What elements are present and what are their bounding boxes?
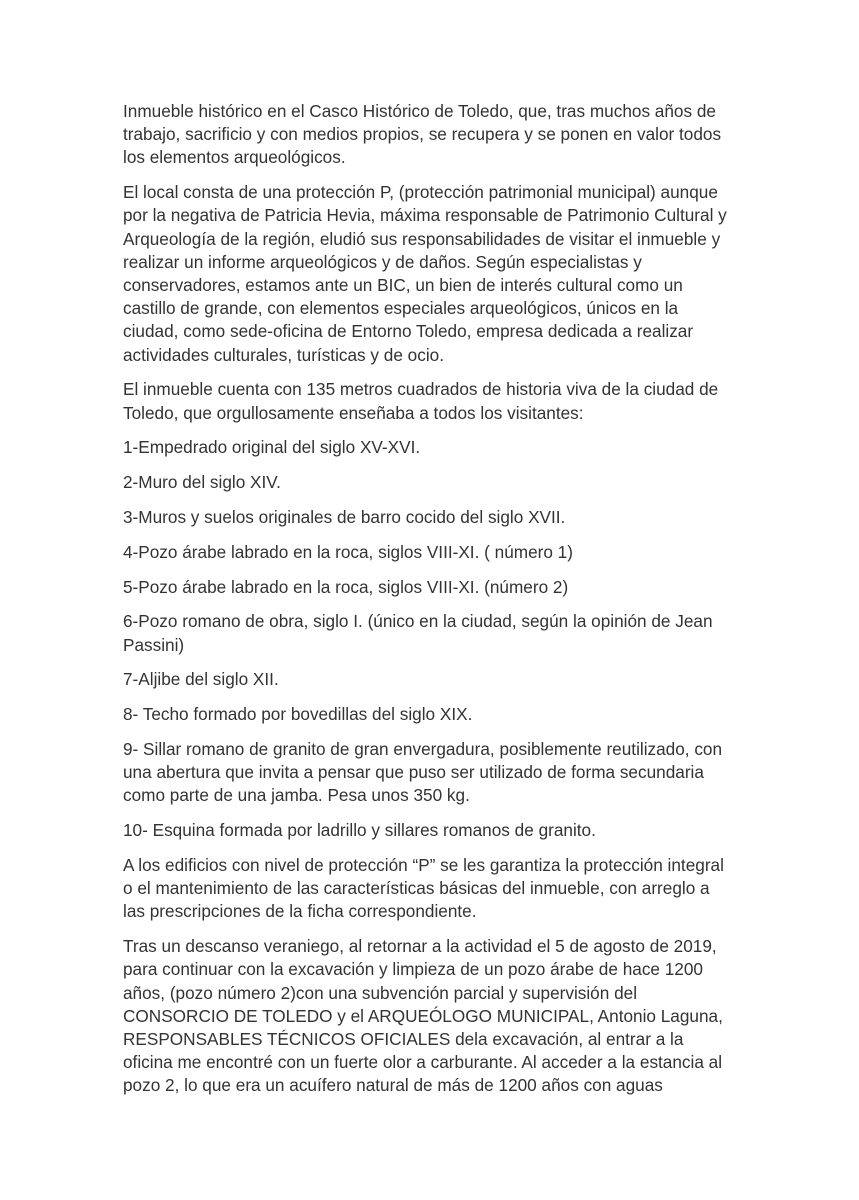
list-item-5: 5-Pozo árabe labrado en la roca, siglos VIII-XI. (número 2) <box>123 576 569 597</box>
paragraph-incident: Tras un descanso veraniego, al retornar a la actividad el 5 de agosto de 2019, para continuar con la excavación y limpieza de un pozo árabe de hace 1200 años, (pozo número 2)con una subvención parcial y supervisión del CONSORCIO DE TOLEDO y el ARQUEÓLOGO MUNICIPAL, Antonio Laguna, RESPONSABLES TÉCNICOS OFICIALES dela excavación, al entrar a la oficina me encontré con un fuerte olor a carburante. Al acceder a la estancia al pozo 2, lo que era un acuífero natural de más de 1200 años con aguas <box>123 936 723 1096</box>
list-item-8: 8- Techo formado por bovedillas del siglo XIX. <box>123 704 473 725</box>
list-item-2: 2-Muro del siglo XIV. <box>123 472 281 493</box>
paragraph-intro: Inmueble histórico en el Casco Histórico de Toledo, que, tras muchos años de trabajo, sacrificio y con medios propios, se recupera y se ponen en valor todos los elementos arqueológicos. <box>123 101 722 168</box>
list-item-6: 6-Pozo romano de obra, siglo I. (único en la ciudad, según la opinión de Jean Passini) <box>123 611 713 655</box>
list-item-4: 4-Pozo árabe labrado en la roca, siglos VIII-XI. ( número 1) <box>123 541 573 562</box>
paragraph-protection-level: A los edificios con nivel de protección “P” se les garantiza la protección integral o el mantenimiento de las características básicas del inmueble, con arreglo a las prescripciones de la ficha correspondiente. <box>123 855 724 922</box>
list-item-7: 7-Aljibe del siglo XII. <box>123 669 279 690</box>
document-body <box>123 100 735 1109</box>
list-item-10: 10- Esquina formada por ladrillo y sillares romanos de granito. <box>123 820 596 841</box>
list-item-9: 9- Sillar romano de granito de gran envergadura, posiblemente reutilizado, con una abertura que invita a pensar que puso ser utilizado de forma secundaria como parte de una jamba. Pesa unos 350 kg. <box>123 739 723 806</box>
paragraph-protection: El local consta de una protección P, (protección patrimonial municipal) aunque por la negativa de Patricia Hevia, máxima responsable de Patrimonio Cultural y Arqueología de la región, eludió sus responsabilidades de visitar el inmueble y realizar un informe arqueológicos y de daños. Según especialistas y conservadores, estamos ante un BIC, un bien de interés cultural como un castillo de grande, con elementos especiales arqueológicos, únicos en la ciudad, como sede-oficina de Entorno Toledo, empresa dedicada a realizar actividades culturales, turísticas y de ocio. <box>123 182 727 365</box>
paragraph-building: El inmueble cuenta con 135 metros cuadrados de historia viva de la ciudad de Toledo, que orgullosamente enseñaba a todos los visitantes: <box>123 379 719 423</box>
list-item-1: 1-Empedrado original del siglo XV-XVI. <box>123 437 421 458</box>
list-item-3: 3-Muros y suelos originales de barro cocido del siglo XVII. <box>123 507 566 528</box>
